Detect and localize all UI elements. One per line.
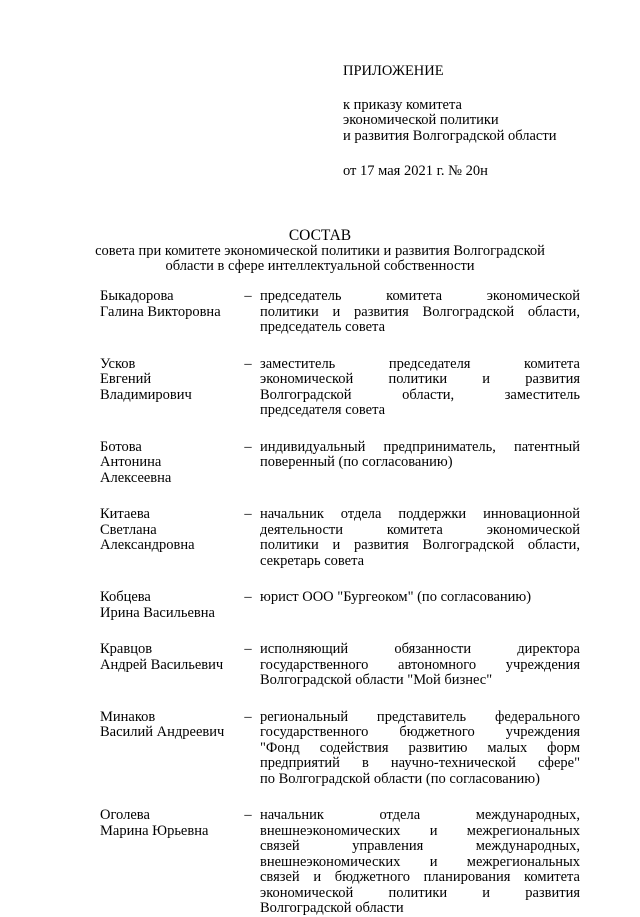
member-name-line: Марина Юрьевна: [100, 822, 209, 839]
member-name-line: Кравцов: [100, 641, 153, 657]
member-role-line: по Волгоградской области (по согласованию): [260, 770, 540, 787]
member-name-line: Антонина: [100, 454, 162, 470]
member-role: [260, 357, 580, 419]
member-row: [100, 590, 580, 621]
appendix-block: [343, 64, 623, 180]
member-role-line: экономической политики и развития: [260, 371, 580, 387]
member-role: [260, 642, 580, 689]
member-role-line: председателя совета: [260, 402, 386, 418]
member-dash: –: [244, 355, 252, 372]
member-name-line: Андрей Васильевич: [100, 656, 224, 673]
member-role-line: связей управления международных,: [260, 838, 580, 854]
member-role-line: политики и развития Волгоградской области,: [260, 537, 580, 553]
member-name: [100, 507, 236, 554]
appendix-date: от 17 мая 2021 г. № 20н: [343, 163, 488, 179]
member-role: [260, 289, 580, 336]
member-role-line: государственного бюджетного учреждения: [260, 724, 580, 740]
member-role: [260, 590, 580, 606]
member-role-line: юрист ООО "Бургеоком" (по согласованию): [260, 589, 532, 605]
member-role-line: поверенный (по согласованию): [260, 454, 453, 470]
document-subtitle-line: области в сфере интеллектуальной собственности: [165, 258, 475, 274]
member-name: [100, 642, 236, 673]
member-role: [260, 440, 580, 471]
member-role-line: начальник отдела поддержки инновационной: [260, 506, 580, 522]
appendix-heading: ПРИЛОЖЕНИЕ: [343, 63, 444, 79]
member-name: [100, 808, 236, 839]
members-list: [100, 289, 580, 917]
member-role-line: внешнеэкономических и межрегиональных: [260, 822, 580, 839]
member-role: [260, 507, 580, 569]
member-row: [100, 440, 580, 487]
member-name: [100, 590, 236, 621]
member-role-line: экономической политики и развития: [260, 884, 580, 901]
member-role-line: внешнеэкономических и межрегиональных: [260, 853, 580, 870]
member-name-line: Быкадорова: [100, 288, 174, 304]
member-role-line: секретарь совета: [260, 552, 365, 569]
member-dash: –: [244, 708, 252, 725]
member-role-line: политики и развития Волгоградской области,: [260, 303, 580, 320]
member-row: [100, 289, 580, 336]
member-role-line: индивидуальный предприниматель, патентный: [260, 438, 580, 455]
document-title-block: [70, 227, 570, 274]
member-name-line: Ботова: [100, 438, 142, 455]
appendix-order-line: и развития Волгоградской области: [343, 127, 557, 144]
member-name-line: Усков: [100, 355, 136, 372]
member-row: [100, 642, 580, 689]
member-name-line: Китаева: [100, 506, 150, 522]
member-name-line: Минаков: [100, 708, 156, 725]
member-name: [100, 710, 236, 741]
member-role-line: государственного автономного учреждения: [260, 656, 580, 673]
member-role-line: председатель совета: [260, 319, 386, 335]
member-role-line: Волгоградской области "Мой бизнес": [260, 672, 493, 688]
member-role-line: предприятий в научно-технической сфере": [260, 755, 580, 771]
document-subtitle-line: совета при комитете экономической политики и развития Волгоградской: [95, 243, 545, 259]
member-role: [260, 710, 580, 788]
member-name-line: Алексеевна: [100, 469, 172, 486]
member-role-line: региональный представитель федерального: [260, 708, 580, 725]
member-role-line: связей и бюджетного планирования комитета: [260, 869, 580, 885]
member-dash: –: [244, 438, 252, 455]
document-title: СОСТАВ: [288, 227, 352, 244]
member-name-line: Александровна: [100, 537, 195, 553]
appendix-order-line: к приказу комитета: [343, 96, 462, 113]
member-role-line: исполняющий обязанности директора: [260, 641, 580, 657]
member-row: [100, 357, 580, 419]
member-name-line: Светлана: [100, 521, 157, 538]
member-role-line: начальник отдела международных,: [260, 807, 580, 823]
member-row: [100, 710, 580, 788]
member-name-line: Ирина Васильевна: [100, 604, 215, 621]
member-dash: –: [244, 641, 252, 657]
member-role: [260, 808, 580, 917]
member-name-line: Галина Викторовна: [100, 303, 221, 320]
appendix-order-line: экономической политики: [343, 112, 499, 128]
member-role-line: Волгоградской области, заместитель: [260, 386, 580, 403]
appendix-order: [343, 98, 623, 145]
member-row: [100, 507, 580, 569]
member-role-line: председатель комитета экономической: [260, 288, 580, 304]
member-dash: –: [244, 506, 252, 522]
member-dash: –: [244, 288, 252, 304]
member-name-line: Владимирович: [100, 386, 192, 403]
member-role-line: "Фонд содействия развитию малых форм: [260, 739, 580, 756]
member-row: [100, 808, 580, 917]
member-name: [100, 440, 236, 487]
member-role-line: Волгоградской области: [260, 900, 404, 916]
member-name-line: Евгений: [100, 371, 152, 387]
member-dash: –: [244, 589, 252, 605]
member-name-line: Кобцева: [100, 589, 151, 605]
member-dash: –: [244, 807, 252, 823]
member-role-line: заместитель председателя комитета: [260, 355, 580, 372]
member-role-line: деятельности комитета экономической: [260, 521, 580, 538]
member-name: [100, 289, 236, 320]
member-name-line: Василий Андреевич: [100, 724, 225, 740]
member-name: [100, 357, 236, 404]
member-name-line: Оголева: [100, 807, 150, 823]
